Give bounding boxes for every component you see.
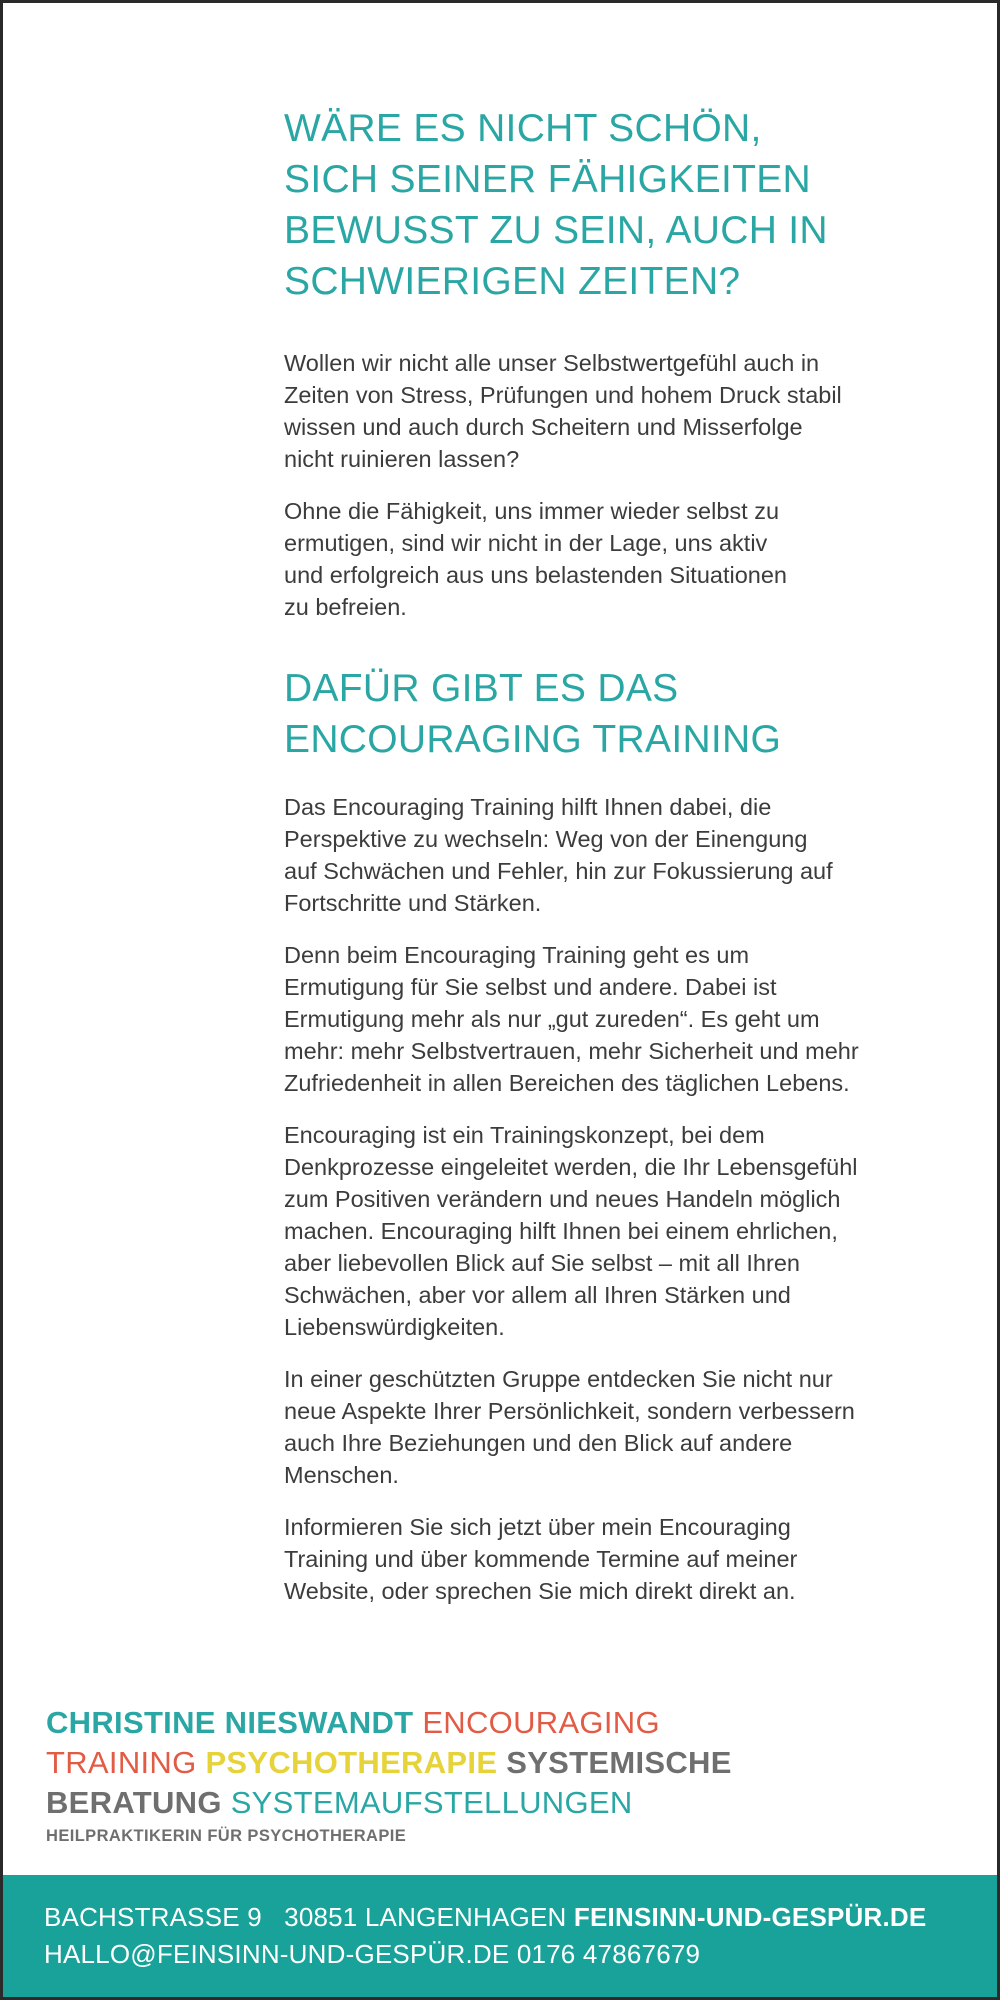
brand-line-2 bbox=[46, 1743, 946, 1783]
contact-footer bbox=[3, 1875, 997, 1997]
brand-systemaufstellungen: SYSTEMAUFSTELLUNGEN bbox=[230, 1785, 633, 1820]
intro-paragraph-1: Wollen wir nicht alle unser Selbstwertgefühl auch in Zeiten von Stress, Prüfungen und hohem Druck stabil wissen und auch durch Scheitern und Misserfolge nicht ruinieren lassen? bbox=[284, 350, 842, 472]
contact-line-2 bbox=[44, 1936, 926, 1973]
brand-block bbox=[46, 1703, 946, 1846]
body-paragraph-1: Das Encouraging Training hilft Ihnen dabei, die Perspektive zu wechseln: Weg von der Einengung auf Schwächen und Fehler, hin zur Fokussierung auf Fortschritte und Stärken. bbox=[284, 794, 833, 916]
brand-beratung: BERATUNG bbox=[46, 1785, 222, 1820]
brand-line-3 bbox=[46, 1783, 946, 1823]
body-paragraph-2: Denn beim Encouraging Training geht es um Ermutigung für Sie selbst und andere. Dabei ist Ermutigung mehr als nur „gut zureden“. Es geht um mehr: mehr Selbstvertrauen, mehr Sicherheit und mehr Zufriedenheit in allen Bereichen des täglichen Lebens. bbox=[284, 942, 859, 1096]
address-street: BACHSTRASSE 9 bbox=[44, 1902, 262, 1932]
headline-training: DAFÜR GIBT ES DAS ENCOURAGING TRAINING bbox=[284, 667, 782, 761]
brand-name: CHRISTINE NIESWANDT bbox=[46, 1705, 414, 1740]
headline-question: WÄRE ES NICHT SCHÖN, SICH SEINER FÄHIGKEITEN BEWUSST ZU SEIN, AUCH IN SCHWIERIGEN ZEITEN? bbox=[284, 107, 828, 303]
brand-wordmark bbox=[46, 1703, 946, 1823]
address-city: 30851 LANGENHAGEN bbox=[284, 1902, 567, 1932]
brand-psychotherapie: PSYCHOTHERAPIE bbox=[205, 1745, 498, 1780]
email-link[interactable]: HALLO@FEINSINN-UND-GESPÜR.DE bbox=[44, 1939, 510, 1969]
contact-lines bbox=[44, 1899, 926, 1973]
brand-training: TRAINING bbox=[46, 1745, 197, 1780]
main-content bbox=[284, 103, 964, 1607]
brand-systemische: SYSTEMISCHE bbox=[506, 1745, 732, 1780]
body-paragraph-4: In einer geschützten Gruppe entdecken Sie nicht nur neue Aspekte Ihrer Persönlichkeit, sondern verbessern auch Ihre Beziehungen und den Blick auf andere Menschen. bbox=[284, 1366, 855, 1488]
phone-number[interactable]: 0176 47867679 bbox=[516, 1939, 701, 1969]
contact-line-1 bbox=[44, 1899, 926, 1936]
brand-subtitle: HEILPRAKTIKERIN FÜR PSYCHOTHERAPIE bbox=[46, 1827, 407, 1845]
brand-encouraging: ENCOURAGING bbox=[422, 1705, 660, 1740]
brand-line-1 bbox=[46, 1703, 946, 1743]
body-paragraph-3: Encouraging ist ein Trainingskonzept, bei dem Denkprozesse eingeleitet werden, die Ihr Lebensgefühl zum Positiven verändern und neues Handeln möglich machen. Encouraging hilft Ihnen bei einem ehrlichen, aber liebevollen Blick auf Sie selbst – mit all Ihren Schwächen, aber vor allem all Ihren Stärken und Liebenswürdigkeiten. bbox=[284, 1122, 858, 1340]
body-paragraph-5: Informieren Sie sich jetzt über mein Encouraging Training und über kommende Termine auf meiner Website, oder sprechen Sie mich direkt direkt an. bbox=[284, 1514, 798, 1604]
intro-paragraph-2: Ohne die Fähigkeit, uns immer wieder selbst zu ermutigen, sind wir nicht in der Lage, uns aktiv und erfolgreich aus uns belastenden Situationen zu befreien. bbox=[284, 498, 788, 620]
website-link[interactable]: FEINSINN-UND-GESPÜR.DE bbox=[573, 1902, 927, 1932]
